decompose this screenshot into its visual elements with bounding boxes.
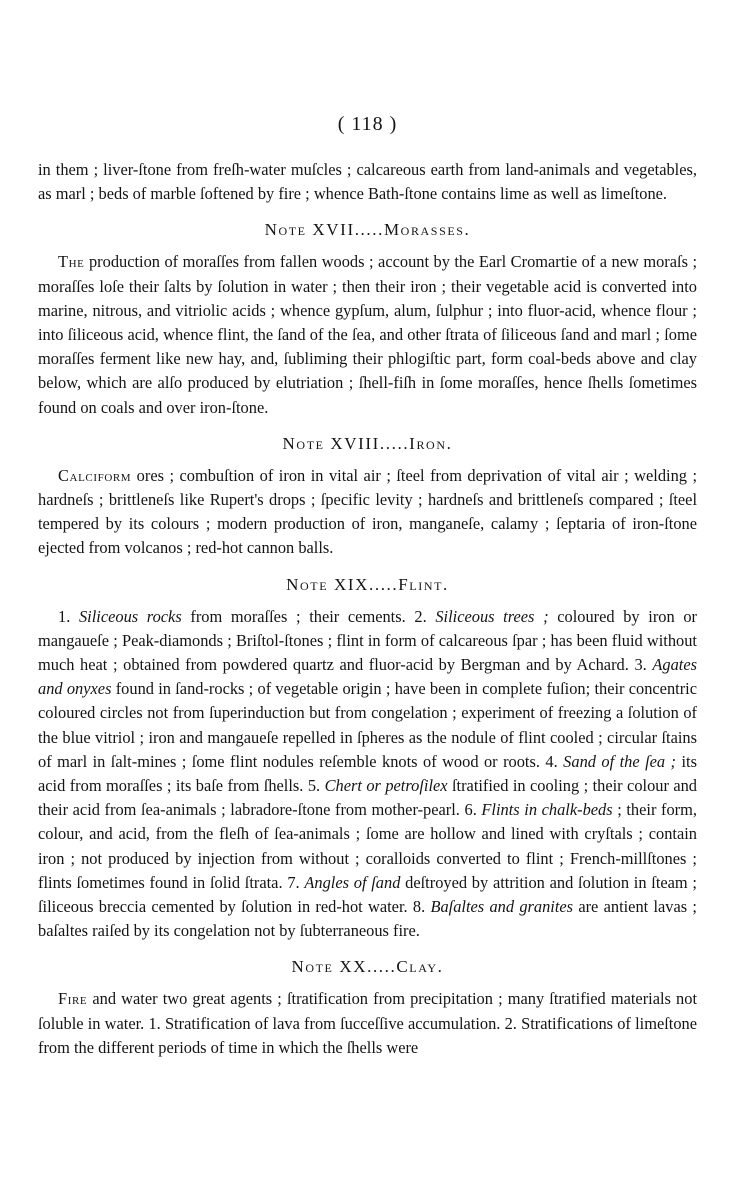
section-number: 7. — [287, 872, 300, 892]
note-xx-text: and water two great agents ; ſtratification from precipitation ; many ſtratified materials not ſoluble in water. 1. Stratification of lava from ſucceſſive accumulation. 2. Stratifications of limeſtone from the different periods of time in which the ſhells were — [38, 989, 697, 1057]
section-number: 6. — [464, 800, 477, 820]
section-title: Angles of ſand — [304, 872, 401, 892]
section-number: 5. — [307, 776, 321, 796]
section-title: Baſaltes and granites — [430, 897, 574, 917]
section-number: 8. — [412, 897, 426, 917]
note-xvii-paragraph — [38, 250, 697, 419]
section-title: Agates and onyxes — [38, 655, 697, 699]
section-number: 2. — [414, 606, 427, 626]
note-xviii-text: ores ; combuſtion of iron in vital air ; ſteel from deprivation of vital air ; welding ; hardneſs ; brittleneſs like Rupert's drops ; ſpecific levity ; hardneſs and brittleneſs compared ; ſteel tempered by its colours ; modern production of iron, manganeſe, calamy ; ſeptaria of iron-ſtone ejected from volcanos ; red-hot cannon balls. — [38, 465, 697, 558]
note-xviii-paragraph — [38, 464, 697, 561]
note-xvii-heading: Note XVII.....Morasses. — [264, 220, 471, 240]
section-title: Siliceous trees ; — [435, 606, 549, 626]
note-xvii-text: production of moraſſes from fallen woods ; account by the Earl Cromartie of a new moraſs ; moraſſes loſe their ſalts by ſolution in water ; then their iron ; their vegetable acid is converted into marine, nitrous, and vitriolic acids ; whence gypſum, alum, ſulphur ; into fluor-acid, whence flour ; into ſiliceous acid, whence flint, the ſand of the ſea, and other ſtrata of ſiliceous ſand and marl ; ſome moraſſes ferment like new hay, and, ſubliming their phlogiſtic part, form coal-beds above and clay below, which are alſo produced by elutriation ; ſhell-fiſh in ſome moraſſes, hence ſhells ſometimes found on coals and over iron-ſtone. — [38, 252, 697, 417]
section-number: 1. — [58, 606, 71, 626]
section-number: 4. — [545, 751, 558, 771]
note-xx-lead-word: Fire — [58, 989, 88, 1009]
note-xx-paragraph — [38, 987, 697, 1060]
section-text: ; their form, colour, and acid, from the fleſh of ſea-animals ; ſome are hollow and lined with cryſtals ; contain iron ; not produced by injection from without ; coralloids converted to flint ; French-millſtones ; flints ſometimes found in ſolid ſtrata. — [38, 800, 697, 892]
section-title: Siliceous rocks — [78, 606, 182, 626]
section-text: coloured by iron or mangaueſe ; Peak-diamonds ; Briſtol-ſtones ; flint in form of calcareous ſpar ; has been fluid without much heat ; obtained from powdered quartz and fluor-acid by Bergman and by Achard. — [38, 606, 697, 675]
section-text: found in ſand-rocks ; of vegetable origin ; have been in complete fuſion; their concentric coloured circles not from ſuperinduction but from congelation ; experiment of freezing a ſolution of the blue vitriol ; iron and mangaueſe repelled in ſpheres as the nodule of flint cooled ; circular ſtains of marl in ſalt-mines ; ſome flint nodules reſemble knots of wood or roots. — [38, 679, 697, 771]
note-xviii-lead-word: Calciform — [58, 465, 132, 485]
page-number: ( 118 ) — [337, 113, 398, 135]
section-title: Flints in chalk-beds — [481, 800, 613, 820]
section-text: its acid from moraſſes ; its baſe from ſhells. — [38, 751, 697, 796]
section-text: from moraſſes ; their cements. — [181, 606, 406, 626]
section-title: Sand of the ſea ; — [563, 751, 677, 771]
section-text: are antient lavas ; baſaltes raiſed by its congelation not by ſubterraneous fire. — [38, 897, 697, 941]
section-text: ſtratified in cooling ; their colour and their acid from ſea-animals ; labradore-ſtone from mother-pearl. — [38, 776, 698, 820]
section-number: 3. — [634, 655, 647, 675]
note-xix-paragraph — [38, 605, 697, 944]
note-xix-heading: Note XIX.....Flint. — [286, 574, 449, 594]
note-xviii-heading: Note XVIII.....Iron. — [282, 433, 453, 453]
note-xx-heading: Note XX.....Clay. — [291, 957, 444, 977]
continuation-paragraph: in them ; liver-ſtone from freſh-water muſcles ; calcareous earth from land-animals and vegetables, as marl ; beds of marble ſoftened by fire ; whence Bath-ſtone contains lime as well as limeſtone. — [38, 160, 697, 204]
section-title: Chert or petroſilex — [324, 776, 448, 796]
note-xvii-lead-word: The — [58, 252, 85, 272]
section-text: deſtroyed by attrition and ſolution in ſteam ; ſiliceous breccia cemented by ſolution in red-hot water. — [38, 872, 697, 917]
